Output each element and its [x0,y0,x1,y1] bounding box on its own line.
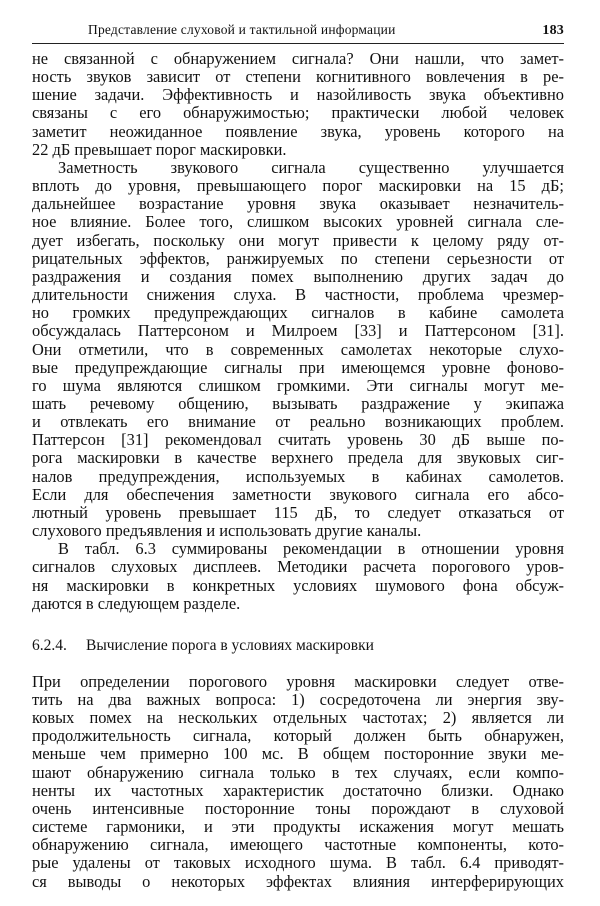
text-line: связаны с его обнаружимостью; практически любой человек [32,103,564,123]
text-line: Заметность звукового сигнала существенно улучшается [58,157,564,177]
text-line: и отвлекать его внимание от реально возникающих проблем. [32,412,564,432]
body-text [32,50,564,891]
paragraph-1 [32,50,564,159]
text-line: шение задачи. Эффективность и назойливость звука объективно [32,85,564,105]
text-line: не связанной с обнаружением сигнала? Они нашли, что замет- [32,49,564,68]
text-line: даются в следующем разделе. [32,593,241,613]
text-line: Если для обеспечения заметности звукового сигнала его абсо- [32,484,564,504]
text-line: сигналов слуховых дисплеев. Методики расчета порогового уров- [32,557,564,577]
text-line: налов предупреждения, используемых в кабинах самолетов. [32,466,564,486]
paragraph-2 [32,159,564,540]
section-heading [32,637,564,655]
text-line: меньше чем примерно 100 мс. В общем посторонние звуки ме- [32,744,564,764]
text-line: го шума являются слишком громкими. Эти сигналы могут ме- [32,375,564,395]
section-title: Вычисление порога в условиях маскировки [86,636,374,654]
paragraph-3 [32,540,564,613]
page-number: 183 [542,23,564,38]
book-page [32,22,564,891]
text-line: но громких предупреждающих сигналов в кабине самолета [32,303,564,323]
text-line: раздражения и создания помех выполнению других задач до [32,266,564,286]
text-line: длительности снижения слуха. В частности, проблема чрезмер- [32,285,564,305]
section-number: 6.2.4. [32,636,67,654]
running-title: Представление слуховой и тактильной информации [88,22,396,37]
text-line: обнаружению сигнала, имеющего частотные компоненты, кото- [32,835,564,855]
text-line: продолжительность сигнала, который должен быть обнаружен, [32,726,564,746]
paragraph-4 [32,673,564,891]
text-line: ня маскировки в конкретных условиях шумового фона обсуж- [32,575,564,595]
text-line: обсуждалась Паттерсоном и Милроем [33] и Паттерсоном [31]. [32,321,564,341]
text-line: лютный уровень превышает 115 дБ, то следует отказаться от [32,502,564,522]
text-line: В табл. 6.3 суммированы рекомендации в отношении уровня [58,539,564,559]
text-line: 22 дБ превышает порог маскировки. [32,139,287,159]
text-line: ковых помех на нескольких отдельных частотах; 2) является ли [32,708,564,728]
text-line: вые предупреждающие сигналы при имеющемся уровне фоново- [32,357,564,377]
running-header [32,22,564,44]
text-line: ненты их частотных характеристик достаточно близки. Однако [32,780,564,800]
text-line: шать речевому общению, вызывать раздражение у экипажа [32,393,564,413]
text-line: тить на два важных вопроса: 1) сосредоточена ли энергия зву- [32,690,564,709]
text-line: рые удалены от таковых исходного шума. В табл. 6.4 приводят- [32,853,564,873]
text-line: системе гармоники, и эти продукты искажения могут мешать [32,817,564,837]
text-line: заметит неожиданное появление звука, уровень которого на [32,121,564,141]
text-line: вплоть до уровня, превышающего порог маскировки на 15 дБ; [32,176,564,196]
text-line: дует избегать, поскольку они могут привести к целому ряду от- [32,230,564,250]
text-line: Паттерсон [31] рекомендовал считать уровень 30 дБ выше по- [32,430,564,450]
text-line: При определении порогового уровня маскировки следует отве- [32,671,564,691]
text-line: ное влияние. Более того, слишком высоких уровней сигнала сле- [32,212,564,232]
text-line: слухового предъявления и использовать другие каналы. [32,521,422,541]
text-line: шают обнаружению сигнала только в тех случаях, если компо- [32,762,564,782]
text-line: рицательных эффектов, ранжируемых по степени серьезности от [32,248,564,268]
text-line: рога маскировки в качестве верхнего предела для звуковых сиг- [32,448,564,468]
text-line: ность звуков зависит от степени когнитивного вовлечения в ре- [32,67,564,87]
text-line: дальнейшее возрастание уровня звука оказывает незначитель- [32,194,564,214]
text-line: очень интенсивные посторонние тоны порождают в слуховой [32,798,564,818]
text-line: Они отметили, что в современных самолетах некоторые слухо- [32,339,564,359]
text-line: ся выводы о некоторых эффектах влияния интерферирующих [32,871,564,891]
